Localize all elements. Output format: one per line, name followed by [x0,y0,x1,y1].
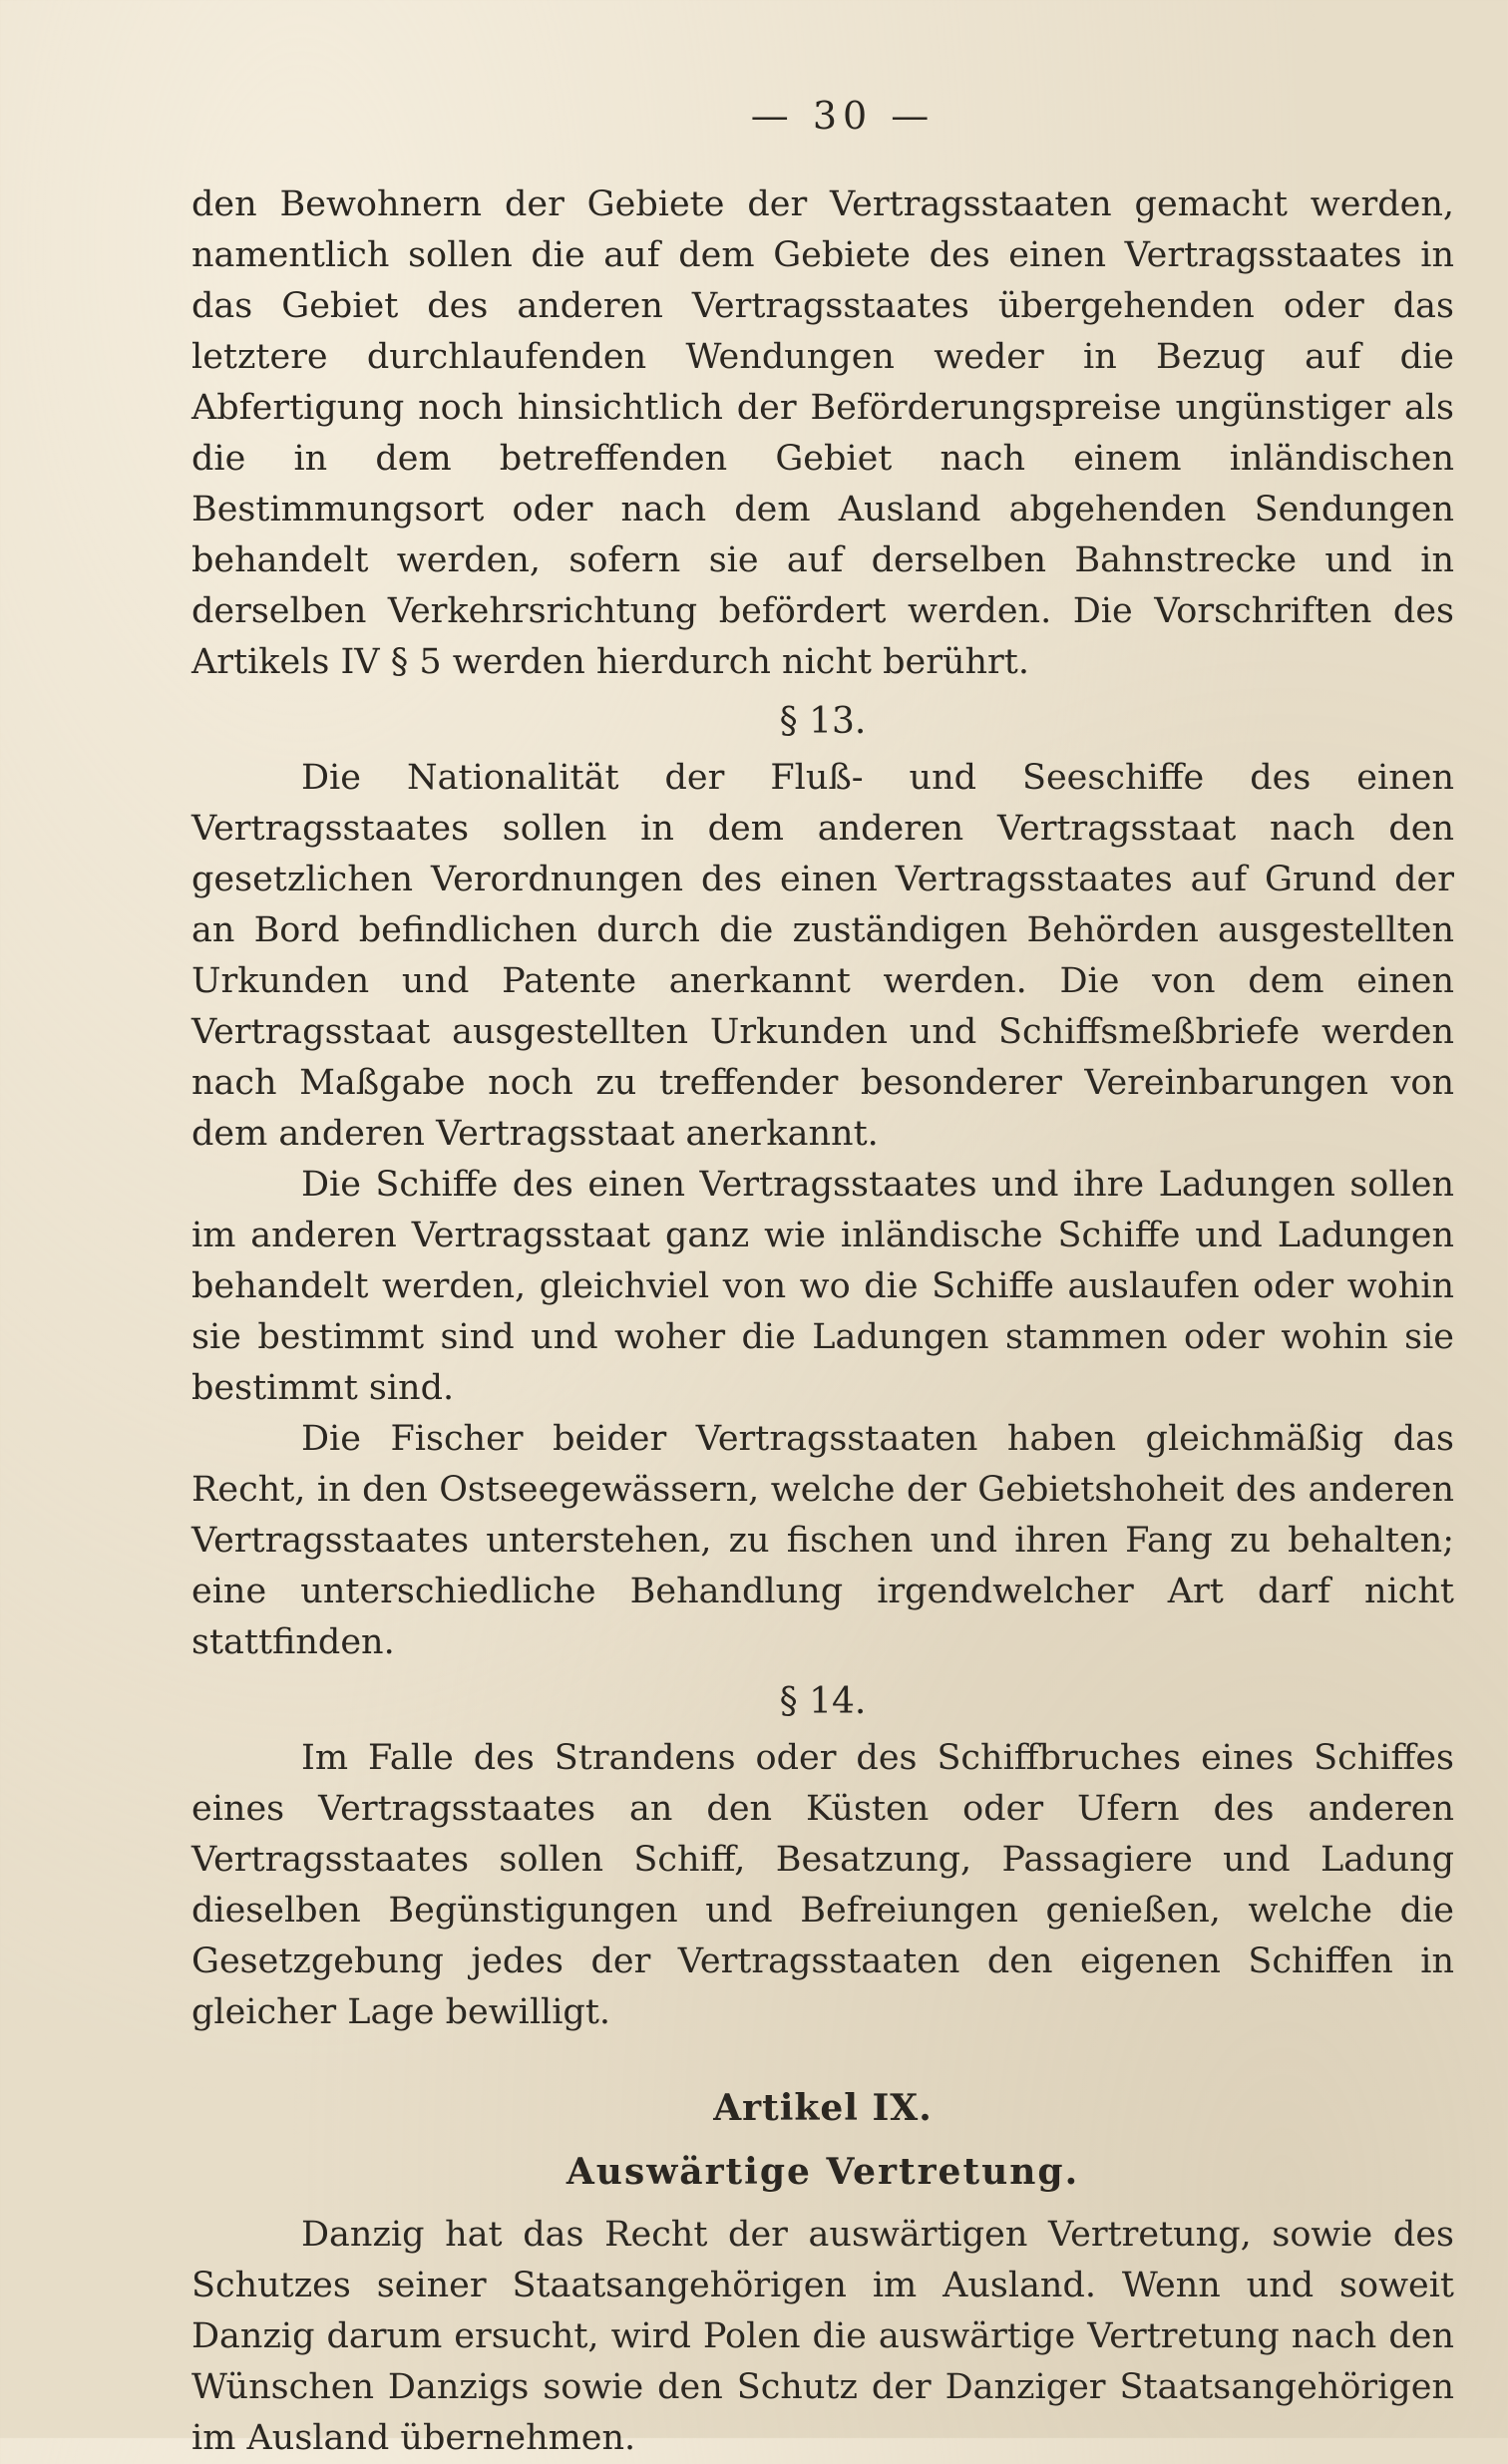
continued-paragraph: den Bewohnern der Gebiete der Vertragsstaaten gemacht werden, namentlich sollen die auf dem Gebiete des einen Vertragsstaates in das Gebiet des anderen Vertragsstaates übergehenden oder das letztere durchlaufenden Wendungen weder in Bezug auf die Abfertigung noch hinsichtlich der Beförderungspreise ungünstiger als die in dem betreffenden Gebiet nach einem inländischen Bestimmungsort oder nach dem Ausland abgehenden Sendungen behandelt werden, sofern sie auf derselben Bahnstrecke und in derselben Verkehrsrichtung befördert werden. Die Vorschriften des Artikels IV § 5 werden hierdurch nicht berührt. [191,184,1454,682]
article-ix-subtitle: Auswärtige Vertretung. [566,2151,1080,2193]
page-number: — 30 — [750,94,936,138]
section-14-heading: § 14. [779,1681,867,1722]
section-13-paragraph-3: Die Fischer beider Vertragsstaaten haben gleichmäßig das Recht, in den Ostseegewässern, welche der Gebietshoheit des anderen Vertragsstaates unterstehen, zu fischen und ihren Fang zu behalten; eine unterschiedliche Behandlung irgendwelcher Art darf nicht stattfinden. [191,1419,1454,1662]
section-13-paragraph-1: Die Nationalität der Fluß- und Seeschiffe des einen Vertragsstaates sollen in dem anderen Vertragsstaat nach den gesetzlichen Verordnungen des einen Vertragsstaates auf Grund der an Bord befindlichen durch die zuständigen Behörden ausgestellten Urkunden und Patente anerkannt werden. Die von dem einen Vertragsstaat ausgestellten Urkunden und Schiffsmeßbriefe werden nach Maßgabe noch zu treffender besonderer Vereinbarungen von dem anderen Vertragsstaat anerkannt. [191,758,1454,1154]
section-14-paragraph-1: Im Falle des Strandens oder des Schiffbruches eines Schiffes eines Vertragsstaates an den Küsten oder Ufern des anderen Vertragsstaates sollen Schiff, Besatzung, Passagiere und Ladung dieselben Begünstigungen und Befreiungen genießen, welche die Gesetzgebung jedes der Vertragsstaaten den eigenen Schiffen in gleicher Lage bewilligt. [191,1738,1454,2032]
article-ix-paragraph-1: Danzig hat das Recht der auswärtigen Vertretung, sowie des Schutzes seiner Staatsangehörigen im Ausland. Wenn und soweit Danzig darum ersucht, wird Polen die auswärtige Vertretung nach den Wünschen Danzigs sowie den Schutz der Danziger Staatsangehörigen im Ausland übernehmen. [191,2215,1454,2458]
article-ix-title: Artikel IX. [713,2087,933,2129]
document-page [191,90,1454,2458]
section-13-heading: § 13. [779,701,867,742]
section-13-paragraph-2: Die Schiffe des einen Vertragsstaates und ihre Ladungen sollen im anderen Vertragsstaat ganz wie inländische Schiffe und Ladungen behandelt werden, gleichviel von wo die Schiffe auslaufen oder wohin sie bestimmt sind und woher die Ladungen stammen oder wohin sie bestimmt sind. [191,1165,1454,1408]
